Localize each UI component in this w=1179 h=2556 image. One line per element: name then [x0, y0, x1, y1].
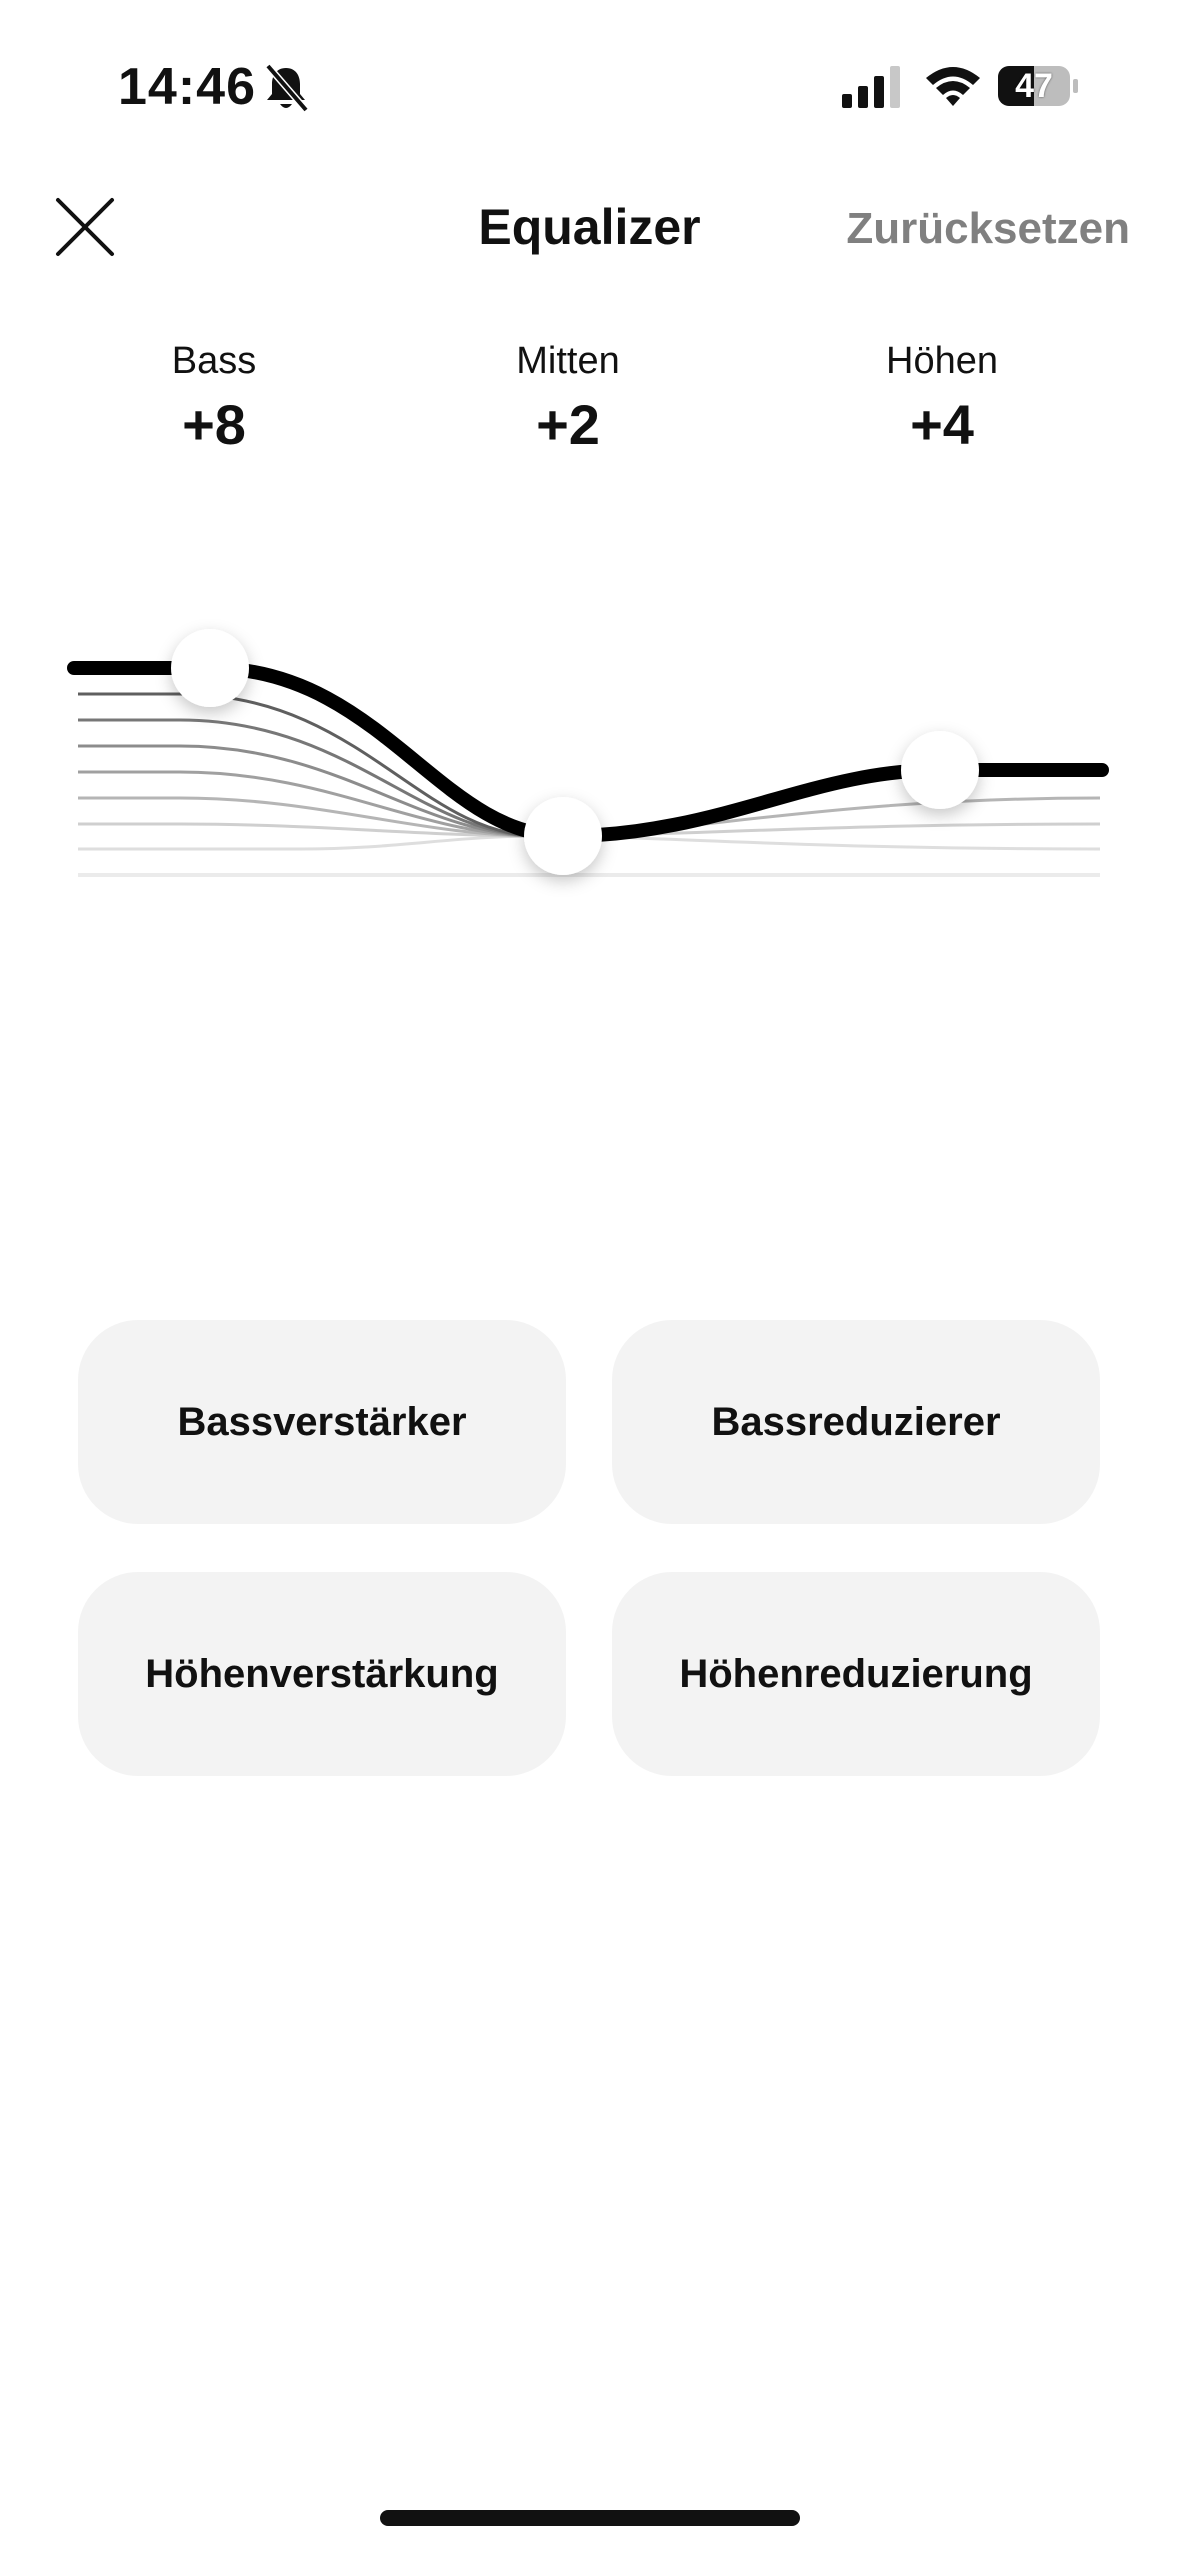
- wifi-icon: [924, 62, 982, 110]
- preset-bass-reduce-button[interactable]: Bassreduzierer: [612, 1320, 1100, 1524]
- cellular-signal-icon: [842, 66, 902, 108]
- band-treble: [792, 336, 1092, 460]
- page-title: Equalizer: [478, 199, 701, 255]
- home-indicator[interactable]: [380, 2510, 800, 2526]
- band-label-treble: Höhen: [886, 340, 998, 382]
- band-label-mid: Mitten: [516, 340, 620, 382]
- bell-slash-icon: [262, 62, 310, 114]
- equalizer-curve-graph[interactable]: [0, 560, 1179, 920]
- band-label-bass: Bass: [171, 340, 257, 382]
- band-value-treble: +4: [910, 393, 974, 456]
- band-value-mid: +2: [536, 393, 600, 456]
- status-time: 14:46: [118, 58, 256, 116]
- treble-slider-knob[interactable]: [901, 731, 979, 809]
- bass-slider-knob[interactable]: [171, 629, 249, 707]
- reset-button[interactable]: Zurücksetzen: [846, 204, 1130, 253]
- band-mid: [418, 336, 718, 460]
- battery-level: 47: [1015, 67, 1053, 105]
- preset-bass-boost-button[interactable]: Bassverstärker: [78, 1320, 566, 1524]
- preset-treble-boost-button[interactable]: Höhenverstärkung: [78, 1572, 566, 1776]
- preset-treble-reduce-button[interactable]: Höhenreduzierung: [612, 1572, 1100, 1776]
- mid-slider-knob[interactable]: [524, 797, 602, 875]
- band-value-bass: +8: [182, 393, 246, 456]
- band-bass: [64, 336, 364, 460]
